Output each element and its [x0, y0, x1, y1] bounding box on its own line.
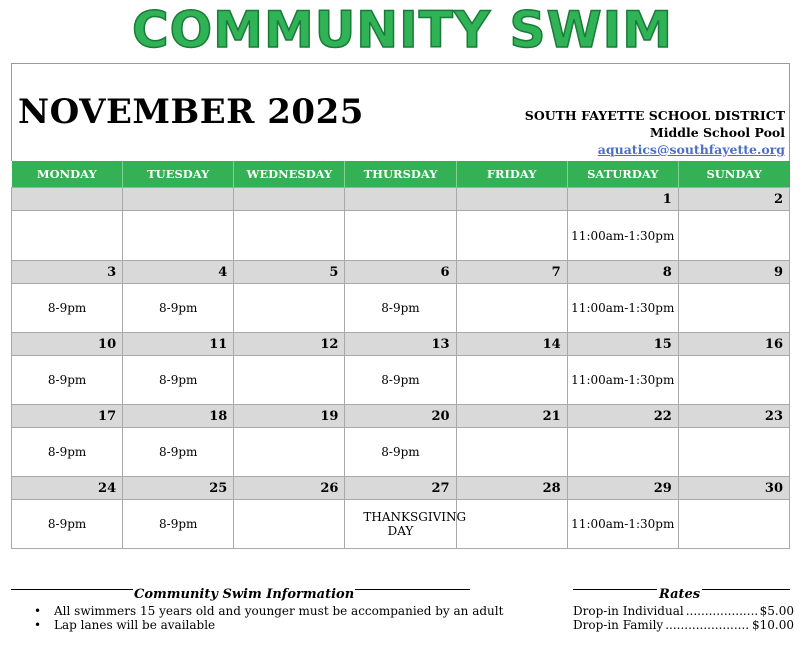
date-cell: 2 — [678, 188, 789, 211]
pool-name: Middle School Pool — [649, 125, 785, 140]
date-cell: 17 — [12, 405, 123, 428]
rate-label: Drop-in Family — [573, 618, 664, 632]
day-header: TUESDAY — [123, 161, 234, 188]
event-cell — [456, 500, 567, 549]
date-cell — [345, 188, 456, 211]
date-cell: 10 — [12, 333, 123, 356]
rates-title: Rates — [659, 587, 701, 602]
date-cell: 27 — [345, 477, 456, 500]
date-cell: 12 — [234, 333, 345, 356]
date-cell: 20 — [345, 405, 456, 428]
event-cell — [12, 211, 123, 261]
date-cell: 26 — [234, 477, 345, 500]
event-cell: 8-9pm — [12, 284, 123, 333]
event-cell — [234, 500, 345, 549]
date-cell: 1 — [567, 188, 678, 211]
event-cell: 8-9pm — [123, 356, 234, 405]
event-cell — [123, 211, 234, 261]
event-cell: 11:00am-1:30pm — [567, 284, 678, 333]
date-cell: 21 — [456, 405, 567, 428]
event-cell — [234, 356, 345, 405]
rates-list — [573, 604, 794, 632]
date-cell: 19 — [234, 405, 345, 428]
date-cell — [12, 188, 123, 211]
event-cell — [456, 284, 567, 333]
day-header: WEDNESDAY — [234, 161, 345, 188]
date-cell: 3 — [12, 261, 123, 284]
event-cell: 8-9pm — [123, 284, 234, 333]
info-item: • Lap lanes will be available — [34, 618, 503, 632]
event-cell — [345, 211, 456, 261]
date-cell: 25 — [123, 477, 234, 500]
date-cell: 15 — [567, 333, 678, 356]
day-header: MONDAY — [12, 161, 123, 188]
event-cell: 8-9pm — [123, 428, 234, 477]
day-header: THURSDAY — [345, 161, 456, 188]
date-cell: 29 — [567, 477, 678, 500]
rate-leader — [686, 604, 758, 618]
rate-row — [573, 618, 794, 632]
event-cell: 11:00am-1:30pm — [567, 500, 678, 549]
event-cell — [678, 428, 789, 477]
date-cell: 18 — [123, 405, 234, 428]
event-cell: 8-9pm — [123, 500, 234, 549]
calendar-grid — [11, 161, 790, 549]
date-row — [12, 333, 790, 356]
event-cell — [678, 284, 789, 333]
event-cell — [678, 356, 789, 405]
event-cell: 8-9pm — [12, 356, 123, 405]
date-cell: 16 — [678, 333, 789, 356]
event-row — [12, 428, 790, 477]
date-cell: 6 — [345, 261, 456, 284]
event-cell — [456, 211, 567, 261]
date-cell: 30 — [678, 477, 789, 500]
event-cell: 8-9pm — [12, 500, 123, 549]
rate-price: $5.00 — [759, 604, 794, 618]
date-cell: 5 — [234, 261, 345, 284]
event-cell: 8-9pm — [345, 356, 456, 405]
event-cell — [234, 428, 345, 477]
rate-price: $10.00 — [752, 618, 794, 632]
date-cell: 24 — [12, 477, 123, 500]
date-row — [12, 261, 790, 284]
event-cell — [678, 211, 789, 261]
email-link[interactable]: aquatics@southfayette.org — [597, 142, 785, 157]
event-cell — [234, 284, 345, 333]
date-cell: 8 — [567, 261, 678, 284]
event-cell: 11:00am-1:30pm — [567, 356, 678, 405]
event-cell — [567, 428, 678, 477]
info-list — [34, 604, 503, 632]
date-cell: 11 — [123, 333, 234, 356]
date-cell: 4 — [123, 261, 234, 284]
date-row — [12, 188, 790, 211]
date-cell: 14 — [456, 333, 567, 356]
district-name: SOUTH FAYETTE SCHOOL DISTRICT — [524, 108, 785, 123]
date-row — [12, 477, 790, 500]
event-row — [12, 284, 790, 333]
month-title: NOVEMBER 2025 — [18, 92, 364, 132]
rate-row — [573, 604, 794, 618]
day-header: FRIDAY — [456, 161, 567, 188]
date-cell: 13 — [345, 333, 456, 356]
date-cell: 28 — [456, 477, 567, 500]
date-cell — [123, 188, 234, 211]
day-header: SATURDAY — [567, 161, 678, 188]
date-cell — [456, 188, 567, 211]
event-cell: 8-9pm — [345, 428, 456, 477]
rate-leader — [665, 618, 750, 632]
event-row — [12, 356, 790, 405]
event-cell — [456, 356, 567, 405]
rate-label: Drop-in Individual — [573, 604, 684, 618]
event-cell — [456, 428, 567, 477]
event-cell — [234, 211, 345, 261]
day-header: SUNDAY — [678, 161, 789, 188]
weekday-header-row — [12, 161, 790, 188]
district-block — [525, 107, 785, 158]
info-item: • All swimmers 15 years old and younger must be accompanied by an adult — [34, 604, 503, 618]
date-cell: 9 — [678, 261, 789, 284]
event-row — [12, 211, 790, 261]
event-cell: 8-9pm — [12, 428, 123, 477]
info-title: Community Swim Information — [134, 587, 355, 602]
event-cell — [678, 500, 789, 549]
event-cell: 8-9pm — [345, 284, 456, 333]
event-cell: THANKSGIVING DAY — [345, 500, 456, 549]
date-cell — [234, 188, 345, 211]
event-cell: 11:00am-1:30pm — [567, 211, 678, 261]
date-cell: 22 — [567, 405, 678, 428]
date-cell: 7 — [456, 261, 567, 284]
date-cell: 23 — [678, 405, 789, 428]
banner-title: COMMUNITY SWIM — [131, 1, 673, 59]
date-row — [12, 405, 790, 428]
event-row — [12, 500, 790, 549]
